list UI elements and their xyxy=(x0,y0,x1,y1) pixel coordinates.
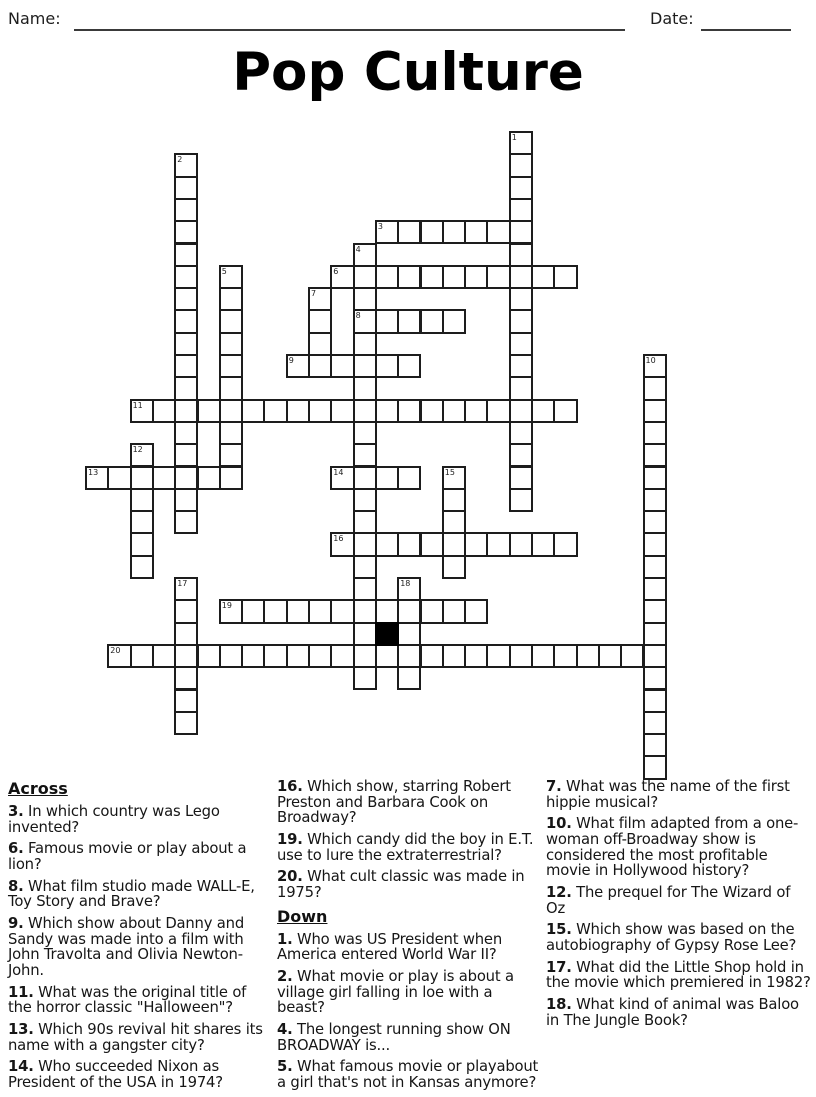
grid-cell[interactable] xyxy=(286,644,310,668)
cell-number: 13 xyxy=(88,467,99,477)
grid-cell[interactable] xyxy=(643,622,667,646)
grid-cell[interactable] xyxy=(286,599,310,623)
clue-column xyxy=(8,779,266,1097)
grid-cell[interactable] xyxy=(509,220,533,244)
down-header: Down xyxy=(277,906,328,926)
grid-cell[interactable] xyxy=(219,421,243,445)
grid-cell[interactable] xyxy=(509,466,533,490)
clue-number: 12. xyxy=(546,884,572,902)
cell-number: 5 xyxy=(221,266,227,276)
name-label: Name: xyxy=(8,9,61,28)
grid-cell[interactable] xyxy=(174,421,198,445)
grid-cell[interactable] xyxy=(486,220,510,244)
grid-cell[interactable] xyxy=(241,399,265,423)
grid-cell[interactable] xyxy=(643,443,667,467)
grid-cell[interactable] xyxy=(152,644,176,668)
clue-number: 11. xyxy=(8,983,34,1001)
grid-cell[interactable] xyxy=(643,666,667,690)
grid-cell[interactable] xyxy=(375,599,399,623)
cell-number: 8 xyxy=(355,311,361,321)
grid-cell[interactable] xyxy=(509,198,533,222)
clue-item-across-14: 14. Who succeeded Nixon as President of the USA in 1974? xyxy=(8,1058,223,1092)
grid-cell[interactable] xyxy=(442,309,466,333)
cell-number: 19 xyxy=(221,601,232,611)
clue-number: 19. xyxy=(277,831,303,849)
cell-number: 18 xyxy=(400,579,411,588)
grid-cell[interactable] xyxy=(643,577,667,601)
grid-cell[interactable] xyxy=(219,354,243,378)
grid-cell[interactable] xyxy=(643,488,667,512)
grid-cell[interactable] xyxy=(397,532,421,556)
cell-number: 7 xyxy=(311,289,317,299)
across-header: Across xyxy=(8,779,68,798)
grid-cell[interactable] xyxy=(397,399,421,423)
clue-item-across-16: 16. Which show, starring Robert Preston and Barbara Cook on Broadway? xyxy=(277,778,511,827)
clue-number: 20. xyxy=(277,868,303,886)
cell-number: 9 xyxy=(288,356,294,365)
grid-cell[interactable] xyxy=(353,555,377,579)
clue-item-down-4: 4. The longest running show ON BROADWAY is... xyxy=(277,1021,511,1054)
clue-number: 14. xyxy=(8,1058,34,1076)
grid-cell[interactable] xyxy=(130,644,154,668)
grid-cell[interactable] xyxy=(643,689,667,713)
grid-cell[interactable] xyxy=(219,399,243,423)
grid-cell[interactable] xyxy=(174,376,198,400)
grid-cell[interactable] xyxy=(464,532,488,556)
grid-cell[interactable] xyxy=(509,176,533,200)
grid-cell[interactable] xyxy=(486,265,510,289)
grid-cell[interactable] xyxy=(152,466,176,490)
grid-cell[interactable] xyxy=(219,466,243,490)
grid-cell[interactable] xyxy=(509,354,533,378)
grid-cell[interactable] xyxy=(464,399,488,423)
grid-cell[interactable] xyxy=(174,689,198,713)
grid-cell[interactable] xyxy=(509,287,533,311)
grid-cell[interactable] xyxy=(509,243,533,267)
grid-cell[interactable] xyxy=(130,532,154,556)
grid-cell[interactable] xyxy=(353,287,377,311)
grid-cell[interactable] xyxy=(442,488,466,512)
puzzle-title: Pop Culture xyxy=(232,42,584,103)
grid-cell[interactable] xyxy=(353,488,377,512)
grid-cell[interactable] xyxy=(353,421,377,445)
grid-cell[interactable] xyxy=(509,332,533,356)
clue-column xyxy=(546,779,812,1034)
black-cell xyxy=(375,622,399,646)
grid-cell[interactable] xyxy=(486,532,510,556)
grid-cell[interactable] xyxy=(442,510,466,534)
grid-cell[interactable] xyxy=(174,265,198,289)
grid-cell[interactable] xyxy=(509,532,533,556)
grid-cell[interactable] xyxy=(643,532,667,556)
grid-cell[interactable] xyxy=(174,644,198,668)
grid-cell[interactable] xyxy=(464,265,488,289)
grid-cell[interactable] xyxy=(241,599,265,623)
grid-cell[interactable] xyxy=(553,399,577,423)
grid-cell[interactable] xyxy=(420,644,444,668)
grid-cell[interactable] xyxy=(308,644,332,668)
cell-number: 12 xyxy=(132,445,143,455)
grid-cell[interactable] xyxy=(397,220,421,244)
clue-number: 18. xyxy=(546,996,572,1014)
grid-cell[interactable] xyxy=(219,644,243,668)
grid-cell[interactable] xyxy=(353,622,377,646)
grid-cell[interactable] xyxy=(353,599,377,623)
grid-cell[interactable] xyxy=(330,599,354,623)
grid-cell[interactable] xyxy=(353,399,377,423)
grid-cell[interactable] xyxy=(174,198,198,222)
grid-cell[interactable] xyxy=(263,644,287,668)
grid-cell[interactable] xyxy=(375,399,399,423)
grid-cell[interactable] xyxy=(397,666,421,690)
clue-item-across-9: 9. Which show about Danny and Sandy was made into a film with John Travolta and Olivia Newton-John. xyxy=(8,915,245,980)
clue-item-down-1: 1. Who was US President when America entered World War II? xyxy=(277,930,502,964)
clue-number: 4. xyxy=(277,1021,293,1039)
cell-number: 3 xyxy=(377,222,383,232)
grid-cell[interactable] xyxy=(197,644,221,668)
grid-cell[interactable] xyxy=(509,399,533,423)
clue-item-across-11: 11. What was the original title of the horror classic "Halloween"? xyxy=(8,983,247,1017)
grid-cell[interactable] xyxy=(353,443,377,467)
grid-cell[interactable] xyxy=(397,309,421,333)
cell-number: 14 xyxy=(333,467,344,477)
date-label: Date: xyxy=(650,9,694,28)
grid-cell[interactable] xyxy=(308,354,332,378)
grid-cell[interactable] xyxy=(397,265,421,289)
grid-cell[interactable] xyxy=(397,354,421,378)
grid-cell[interactable] xyxy=(286,399,310,423)
clue-item-down-17: 17. What did the Little Shop hold in the movie which premiered in 1982? xyxy=(546,958,811,992)
grid-cell[interactable] xyxy=(197,399,221,423)
grid-cell[interactable] xyxy=(219,376,243,400)
grid-cell[interactable] xyxy=(442,555,466,579)
grid-cell[interactable] xyxy=(643,644,667,668)
cell-number: 2 xyxy=(177,155,183,165)
clue-number: 10. xyxy=(546,815,572,833)
grid-cell[interactable] xyxy=(174,466,198,490)
grid-cell[interactable] xyxy=(643,376,667,400)
grid-cell[interactable] xyxy=(509,265,533,289)
grid-cell[interactable] xyxy=(130,555,154,579)
grid-cell[interactable] xyxy=(197,466,221,490)
cell-number: 17 xyxy=(177,579,188,588)
clue-item-down-15: 15. Which show was based on the autobiography of Gypsy Rose Lee? xyxy=(546,921,797,955)
grid-cell[interactable] xyxy=(353,510,377,534)
grid-cell[interactable] xyxy=(420,309,444,333)
grid-cell[interactable] xyxy=(464,599,488,623)
grid-cell[interactable] xyxy=(397,644,421,668)
clue-item-across-3: 3. In which country was Lego invented? xyxy=(8,803,220,836)
grid-cell[interactable] xyxy=(174,176,198,200)
grid-cell[interactable] xyxy=(643,711,667,735)
grid-cell[interactable] xyxy=(219,309,243,333)
clue-item-down-10: 10. What film adapted from a one-woman off-Broadway show is considered the most profitable movie in Hollywood history? xyxy=(546,815,799,880)
grid-cell[interactable] xyxy=(375,354,399,378)
clue-number: 7. xyxy=(546,778,562,795)
grid-cell[interactable] xyxy=(509,309,533,333)
grid-cell[interactable] xyxy=(375,532,399,556)
grid-cell[interactable] xyxy=(174,287,198,311)
clue-item-down-18: 18. What kind of animal was Baloo in The Jungle Book? xyxy=(546,996,799,1029)
grid-cell[interactable] xyxy=(420,265,444,289)
grid-cell[interactable] xyxy=(263,399,287,423)
grid-cell[interactable] xyxy=(509,488,533,512)
clue-number: 16. xyxy=(277,778,303,795)
grid-cell[interactable] xyxy=(442,265,466,289)
cell-number: 16 xyxy=(333,534,344,544)
grid-cell[interactable] xyxy=(174,599,198,623)
grid-cell[interactable] xyxy=(397,622,421,646)
clue-number: 5. xyxy=(277,1058,293,1076)
clue-item-across-13: 13. Which 90s revival hit shares its name with a gangster city? xyxy=(8,1021,263,1054)
clue-item-across-6: 6. Famous movie or play about a lion? xyxy=(8,840,247,874)
clue-item-down-2: 2. What movie or play is about a village girl falling in loe with a beast? xyxy=(277,968,514,1017)
grid-cell[interactable] xyxy=(643,733,667,757)
grid-cell[interactable] xyxy=(353,466,377,490)
grid-cell[interactable] xyxy=(442,532,466,556)
clue-number: 8. xyxy=(8,877,24,895)
grid-cell[interactable] xyxy=(308,399,332,423)
name-blank-line[interactable] xyxy=(74,29,625,31)
grid-cell[interactable] xyxy=(576,644,600,668)
grid-cell[interactable] xyxy=(643,399,667,423)
date-blank-line[interactable] xyxy=(701,29,791,31)
clue-item-down-5: 5. What famous movie or playabout a girl that's not in Kansas anymore? xyxy=(277,1058,539,1092)
grid-cell[interactable] xyxy=(330,644,354,668)
grid-cell[interactable] xyxy=(397,466,421,490)
grid-cell[interactable] xyxy=(442,220,466,244)
clue-number: 13. xyxy=(8,1021,34,1039)
grid-cell[interactable] xyxy=(442,599,466,623)
grid-cell[interactable] xyxy=(442,644,466,668)
grid-cell[interactable] xyxy=(353,332,377,356)
grid-cell[interactable] xyxy=(643,466,667,490)
grid-cell[interactable] xyxy=(553,265,577,289)
grid-cell[interactable] xyxy=(509,376,533,400)
grid-cell[interactable] xyxy=(531,265,555,289)
grid-cell[interactable] xyxy=(174,309,198,333)
grid-cell[interactable] xyxy=(219,443,243,467)
grid-cell[interactable] xyxy=(174,443,198,467)
grid-cell[interactable] xyxy=(152,399,176,423)
grid-cell[interactable] xyxy=(330,354,354,378)
clue-item-down-7: 7. What was the name of the first hippie musical? xyxy=(546,778,790,811)
grid-cell[interactable] xyxy=(174,399,198,423)
grid-cell[interactable] xyxy=(397,599,421,623)
grid-cell[interactable] xyxy=(509,421,533,445)
grid-cell[interactable] xyxy=(308,332,332,356)
clue-number: 9. xyxy=(8,915,24,933)
grid-cell[interactable] xyxy=(375,644,399,668)
grid-cell[interactable] xyxy=(308,309,332,333)
grid-cell[interactable] xyxy=(486,399,510,423)
grid-cell[interactable] xyxy=(263,599,287,623)
grid-cell[interactable] xyxy=(353,532,377,556)
grid-cell[interactable] xyxy=(174,622,198,646)
grid-cell[interactable] xyxy=(598,644,622,668)
grid-cell[interactable] xyxy=(464,220,488,244)
grid-cell[interactable] xyxy=(353,577,377,601)
cell-number: 11 xyxy=(132,400,143,410)
grid-cell[interactable] xyxy=(420,220,444,244)
grid-cell[interactable] xyxy=(174,354,198,378)
clue-number: 15. xyxy=(546,921,572,939)
grid-cell[interactable] xyxy=(486,644,510,668)
grid-cell[interactable] xyxy=(509,443,533,467)
grid-cell[interactable] xyxy=(353,666,377,690)
grid-cell[interactable] xyxy=(375,265,399,289)
grid-cell[interactable] xyxy=(643,421,667,445)
cell-number: 20 xyxy=(110,645,121,655)
grid-cell[interactable] xyxy=(219,287,243,311)
clue-item-down-12: 12. The prequel for The Wizard of Oz xyxy=(546,884,791,917)
grid-cell[interactable] xyxy=(130,466,154,490)
grid-cell[interactable] xyxy=(643,755,667,779)
grid-cell[interactable] xyxy=(553,644,577,668)
clue-number: 3. xyxy=(8,803,24,820)
grid-cell[interactable] xyxy=(241,644,265,668)
grid-cell[interactable] xyxy=(420,399,444,423)
grid-cell[interactable] xyxy=(643,599,667,623)
grid-cell[interactable] xyxy=(531,532,555,556)
grid-cell[interactable] xyxy=(531,399,555,423)
clue-item-across-20: 20. What cult classic was made in 1975? xyxy=(277,868,525,902)
grid-cell[interactable] xyxy=(553,532,577,556)
grid-cell[interactable] xyxy=(174,332,198,356)
cell-number: 1 xyxy=(511,133,517,142)
grid-cell[interactable] xyxy=(174,711,198,735)
grid-cell[interactable] xyxy=(353,354,377,378)
grid-cell[interactable] xyxy=(174,510,198,534)
grid-cell[interactable] xyxy=(174,243,198,267)
grid-cell[interactable] xyxy=(420,599,444,623)
grid-cell[interactable] xyxy=(643,555,667,579)
clue-item-across-8: 8. What film studio made WALL-E, Toy Story and Brave? xyxy=(8,877,255,911)
grid-cell[interactable] xyxy=(353,644,377,668)
grid-cell[interactable] xyxy=(420,532,444,556)
clue-number: 1. xyxy=(277,930,293,948)
grid-cell[interactable] xyxy=(130,510,154,534)
grid-cell[interactable] xyxy=(174,666,198,690)
clue-item-across-19: 19. Which candy did the boy in E.T. use to lure the extraterrestrial? xyxy=(277,831,534,864)
grid-cell[interactable] xyxy=(219,332,243,356)
grid-cell[interactable] xyxy=(531,644,555,668)
cell-number: 15 xyxy=(444,467,455,477)
cell-number: 6 xyxy=(333,266,339,276)
grid-cell[interactable] xyxy=(509,153,533,177)
grid-cell[interactable] xyxy=(353,265,377,289)
grid-cell[interactable] xyxy=(330,399,354,423)
clue-number: 17. xyxy=(546,958,572,976)
grid-cell[interactable] xyxy=(509,644,533,668)
cell-number: 10 xyxy=(645,356,656,365)
grid-cell[interactable] xyxy=(375,466,399,490)
grid-cell[interactable] xyxy=(620,644,644,668)
grid-cell[interactable] xyxy=(464,644,488,668)
grid-cell[interactable] xyxy=(174,220,198,244)
clue-number: 2. xyxy=(277,968,293,986)
cell-number: 4 xyxy=(355,244,361,254)
grid-cell[interactable] xyxy=(353,376,377,400)
grid-cell[interactable] xyxy=(308,599,332,623)
grid-cell[interactable] xyxy=(442,399,466,423)
grid-cell[interactable] xyxy=(375,309,399,333)
grid-cell[interactable] xyxy=(643,510,667,534)
grid-cell[interactable] xyxy=(174,488,198,512)
clue-number: 6. xyxy=(8,840,24,858)
grid-cell[interactable] xyxy=(107,466,131,490)
grid-cell[interactable] xyxy=(130,488,154,512)
clue-column xyxy=(277,779,541,1097)
